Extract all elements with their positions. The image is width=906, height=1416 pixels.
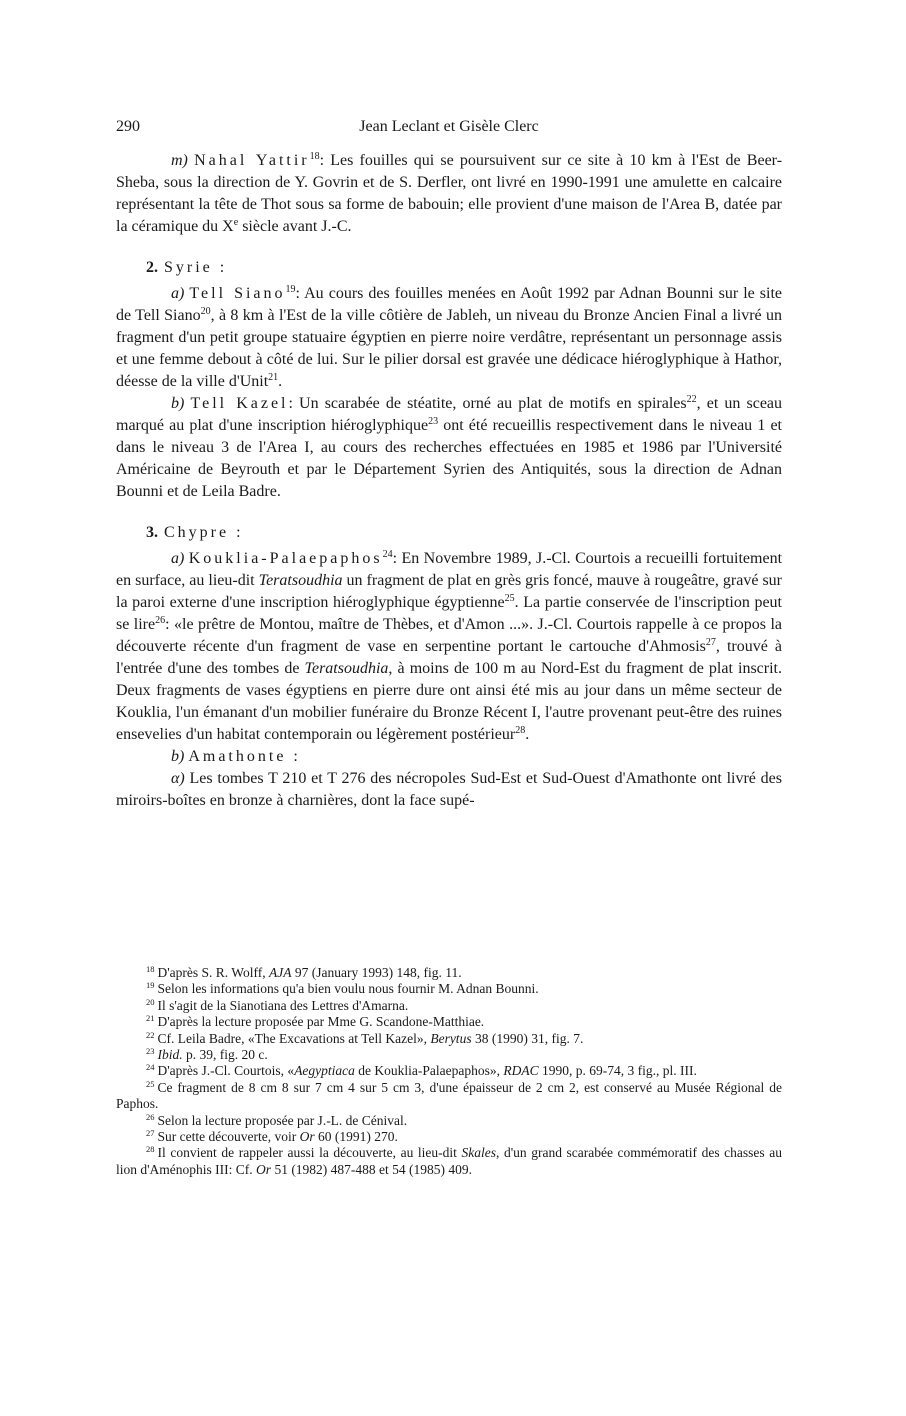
paragraph-text: : Un scarabée de stéatite, orné au plat de motifs en spirales (288, 395, 687, 412)
section-heading-syrie (146, 257, 782, 279)
footnote-text: RDAC (503, 1063, 539, 1079)
footnote-number: 20 (146, 996, 155, 1007)
footnote-text: Il convient de rappeler aussi la découverte, au lieu-dit (157, 1145, 462, 1161)
footnote-number: 22 (146, 1029, 155, 1040)
paragraph-text: : «le prêtre de Montou, maître de Thèbes, et d'Amon ...». J.-Cl. Courtois rappelle à ce propos la découverte récente d'un fragment de vase en serpentine portant le cartouche d'Ahmosis (116, 616, 782, 655)
footnote-text: Cf. Leila Badre, «The Excavations at Tell Kazel», (157, 1030, 431, 1046)
footnote-text: Or (299, 1129, 315, 1145)
paragraph-amathonte-tombs (116, 768, 782, 812)
item-label: b) (171, 395, 185, 412)
footnote-number: 25 (146, 1078, 155, 1089)
footnote-text: 1990, p. 69-74, 3 fig., pl. III. (538, 1063, 697, 1079)
footnote-text: 97 (January 1993) 148, fig. 11. (291, 965, 462, 980)
item-label: a) (171, 285, 185, 302)
footnote-number: 27 (146, 1128, 155, 1139)
footnote-26 (116, 1113, 782, 1129)
site-name: Tell Kazel (190, 395, 289, 412)
item-label: m) (171, 152, 188, 169)
section-title: Syrie : (164, 259, 228, 276)
footnote-text: p. 39, fig. 20 c. (182, 1047, 268, 1063)
paragraph-text: , à moins de 100 m au Nord-Est du fragment de plat inscrit. Deux fragments de vases égyptiens en pierre dure ont ainsi été mis au jour dans un même secteur de Kouklia, l'un émanant d'un mobilier funéraire du Bronze Récent I, l'autre provenant peut-être des ruines ensevelies d'un habitat contemporain ou légèrement postérieur (116, 660, 782, 743)
note-ref[interactable]: 24 (382, 549, 393, 560)
footnote-text: Berytus (430, 1030, 472, 1046)
paragraph-text: : Au cours des fouilles menées en Août 1992 par Adnan Bounni sur le site de Tell Siano (116, 285, 783, 324)
footnote-25 (116, 1080, 782, 1113)
superscript: e (233, 217, 239, 228)
section-number: 2. (146, 259, 158, 276)
footnote-text: 51 (1982) 487-488 et 54 (1985) 409. (271, 1161, 473, 1177)
footnote-text: D'après la lecture proposée par Mme G. Scandone-Matthiae. (157, 1014, 485, 1030)
paragraph-text: : En Novembre 1989, J.-Cl. Courtois a recueilli fortuitement en surface, au lieu-dit (116, 550, 783, 589)
note-ref[interactable]: 28 (515, 725, 526, 736)
paragraph-text: , et un sceau marqué au plat d'une inscription hiéroglyphique (116, 395, 783, 434)
footnote-28 (116, 1145, 782, 1178)
footnote-text: Selon les informations qu'a bien voulu nous fournir M. Adnan Bounni. (157, 981, 539, 997)
footnote-18 (116, 965, 782, 981)
paragraph-text: , trouvé à l'entrée d'une des tombes de (116, 638, 782, 677)
footnote-20 (116, 998, 782, 1014)
footnote-number: 23 (146, 1046, 155, 1057)
footnote-text: Il s'agit de la Sianotiana des Lettres d'Amarna. (157, 997, 409, 1013)
footnote-text: Sur cette découverte, voir (157, 1129, 300, 1145)
footnote-27 (116, 1129, 782, 1145)
footnote-text: D'après S. R. Wolff, (157, 965, 269, 980)
footnote-text: Aegyptiaca (294, 1063, 355, 1079)
footnote-22 (116, 1031, 782, 1047)
footnote-text: Ibid. (157, 1047, 183, 1063)
paragraph-text: . (278, 373, 283, 390)
footnote-number: 18 (146, 964, 155, 974)
place-name: Teratsoudhia (304, 660, 389, 677)
running-title: Jean Leclant et Gisèle Clerc (359, 118, 539, 135)
footnote-number: 21 (146, 1013, 155, 1024)
section-title: Chypre : (164, 524, 244, 541)
footnote-text: D'après J.-Cl. Courtois, « (157, 1063, 295, 1079)
footnote-text: AJA (268, 965, 292, 980)
item-label: α) (171, 770, 185, 787)
paragraph-text: ont été recueillis respectivement dans le niveau 1 et dans le niveau 3 de l'Area I, au cours des recherches effectuées en 1985 et 1986 par l'Université Américaine de Beyrouth et par le Département Syrien des Antiquités, sous la direction de Adnan Bounni et de Leila Badre. (116, 417, 783, 500)
paragraph-text: un fragment de plat en grès gris foncé, mauve à rougeâtre, gravé sur la paroi externe d'une inscription hiéroglyphique égyptienne (116, 572, 782, 611)
paragraph-text: . (525, 726, 530, 743)
page-header (116, 118, 782, 140)
item-label: a) (171, 550, 185, 567)
note-ref[interactable]: 26 (155, 615, 166, 626)
site-name: Amathonte : (188, 748, 301, 765)
note-ref[interactable]: 19 (285, 284, 296, 295)
paragraph-text: , à 8 km à l'Est de la ville côtière de Jableh, un niveau du Bronze Ancien Final a livré un fragment d'un petit groupe statuaire égyptien en pierre noire verdâtre, représentant un personnage assis et une femme debout à côté de lui. Sur le pilier dorsal est gravée une dédicace hiéroglyphique à Hathor, déesse de la ville d'Unit (116, 307, 783, 390)
footnote-text: de Kouklia-Palaepaphos», (354, 1063, 504, 1079)
note-ref[interactable]: 27 (705, 637, 716, 648)
footnote-number: 26 (146, 1111, 155, 1122)
section-heading-chypre (146, 522, 782, 544)
note-ref[interactable]: 20 (200, 306, 211, 317)
footnote-24 (116, 1063, 782, 1079)
paragraph-tell-kazel (116, 393, 782, 503)
main-text (116, 150, 782, 812)
footnotes (116, 965, 782, 1178)
paragraph-tell-siano (116, 283, 782, 393)
site-name: Tell Siano (189, 285, 286, 302)
paragraph-text: Les tombes T 210 et T 276 des nécropoles Sud-Est et Sud-Ouest d'Amathonte ont livré des miroirs-boîtes en bronze à charnières, dont la face supé- (116, 770, 782, 809)
paragraph-text: siècle avant J.-C. (238, 218, 352, 235)
subheading-amathonte (116, 746, 782, 768)
paragraph-text: : Les fouilles qui se poursuivent sur ce site à 10 km à l'Est de Beer-Sheba, sous la direction de Y. Govrin et de S. Derfler, ont livré en 1990-1991 une amulette en calcaire représentant la tête de Thot sous sa forme de babouin; elle provient d'une maison de l'Area B, datée par la céramique du X (116, 152, 783, 235)
paragraph-kouklia (116, 548, 782, 746)
note-ref[interactable]: 21 (268, 372, 279, 383)
site-name: Kouklia-Palaepaphos (188, 550, 383, 567)
footnote-text: Skales (461, 1145, 496, 1161)
item-label: b) (171, 748, 185, 765)
footnote-text: Selon la lecture proposée par J.-L. de Cénival. (157, 1112, 408, 1128)
footnote-text: , d'un grand scarabée commémoratif des chasses au lion d'Aménophis III: Cf. (116, 1145, 782, 1177)
footnote-text: Ce fragment de 8 cm 8 sur 7 cm 4 sur 5 cm 3, d'une épaisseur de 2 cm 2, est conservé au Musée Régional de Paphos. (116, 1079, 782, 1112)
note-ref[interactable]: 22 (686, 394, 697, 405)
note-ref[interactable]: 25 (504, 593, 515, 604)
paragraph-nahal-yattir (116, 150, 782, 238)
footnote-number: 24 (146, 1062, 155, 1073)
footnote-text: 38 (1990) 31, fig. 7. (471, 1030, 584, 1046)
site-name: Nahal Yattir (194, 152, 310, 169)
footnote-number: 19 (146, 980, 155, 991)
section-number: 3. (146, 524, 158, 541)
note-ref[interactable]: 18 (309, 151, 320, 162)
footnote-23 (116, 1047, 782, 1063)
footnote-19 (116, 981, 782, 997)
footnote-21 (116, 1014, 782, 1030)
footnote-number: 28 (146, 1144, 155, 1155)
footnote-text: Or (256, 1161, 272, 1177)
place-name: Teratsoudhia (258, 572, 343, 589)
note-ref[interactable]: 23 (428, 416, 439, 427)
page-number: 290 (116, 118, 140, 135)
paragraph-text: . La partie conservée de l'inscription peut se lire (116, 594, 783, 633)
footnote-text: 60 (1991) 270. (314, 1129, 398, 1145)
